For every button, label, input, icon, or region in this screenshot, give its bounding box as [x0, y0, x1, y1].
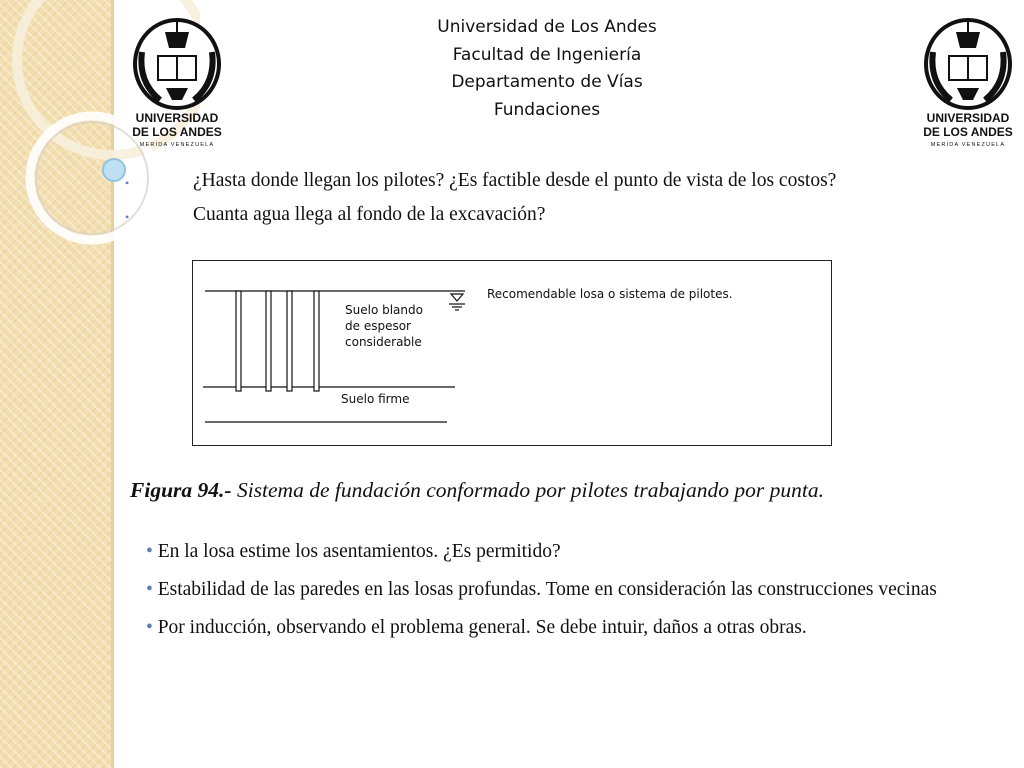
bullet-text: Estabilidad de las paredes en las losas profundas. Tome en consideración las construcciones vecinas — [157, 579, 937, 600]
list-item — [120, 204, 1000, 238]
soft-soil-label-line2: de espesor — [345, 319, 411, 333]
header-department: Departamento de Vías — [451, 72, 643, 92]
bullet-text: Cuanta agua llega al fondo de la excavación? — [193, 204, 546, 225]
logo-location: MERIDA VENEZUELA — [139, 142, 215, 148]
firm-soil-label: Suelo firme — [341, 392, 410, 406]
caption-text: Sistema de fundación conformado por pilotes trabajando por punta. — [231, 478, 824, 502]
logo-location: MERIDA VENEZUELA — [930, 142, 1006, 148]
header-course: Fundaciones — [493, 99, 601, 120]
bullet-icon: • — [125, 176, 130, 190]
pile — [236, 291, 241, 391]
bullet-text: ¿Hasta donde llegan los pilotes? ¿Es factible desde el punto de vista de los costos? — [193, 170, 837, 191]
header-university: Universidad de Los Andes — [437, 17, 657, 37]
university-logo-left — [130, 12, 224, 150]
bullet-icon: • — [146, 617, 158, 638]
list-item — [146, 614, 946, 641]
recommendation-label: Recomendable losa o sistema de pilotes. — [487, 287, 733, 301]
list-item — [146, 538, 946, 565]
soft-soil-label-line1: Suelo blando — [345, 303, 423, 317]
foundation-figure — [192, 260, 832, 446]
header-faculty: Facultad de Ingeniería — [452, 44, 642, 65]
bullet-text: En la losa estime los asentamientos. ¿Es permitido? — [157, 541, 561, 562]
water-table-icon — [449, 294, 465, 310]
logo-name-line1: UNIVERSIDAD — [135, 111, 219, 125]
seal-emblem — [135, 20, 219, 108]
seal-emblem — [926, 20, 1010, 108]
bullet-text: Por inducción, observando el problema general. Se debe intuir, daños a otras obras. — [157, 617, 807, 638]
figure-caption — [130, 478, 824, 503]
list-item — [120, 170, 1000, 204]
pile — [314, 291, 319, 391]
slide-header — [367, 14, 727, 124]
bullet-icon: • — [146, 579, 158, 600]
logo-name-line2: DE LOS ANDES — [923, 125, 1013, 139]
logo-name-line1: UNIVERSIDAD — [926, 111, 1010, 125]
bullet-icon: • — [146, 541, 158, 562]
soft-soil-label-line3: considerable — [345, 335, 422, 349]
caption-label: Figura 94.- — [130, 478, 232, 502]
list-item — [146, 576, 946, 603]
pile — [287, 291, 292, 391]
bullet-icon: • — [125, 210, 130, 224]
pile — [266, 291, 271, 391]
logo-name-line2: DE LOS ANDES — [132, 125, 222, 139]
university-logo-right — [921, 12, 1015, 150]
bottom-bullet-list — [146, 538, 946, 652]
top-bullet-list — [120, 170, 1000, 238]
